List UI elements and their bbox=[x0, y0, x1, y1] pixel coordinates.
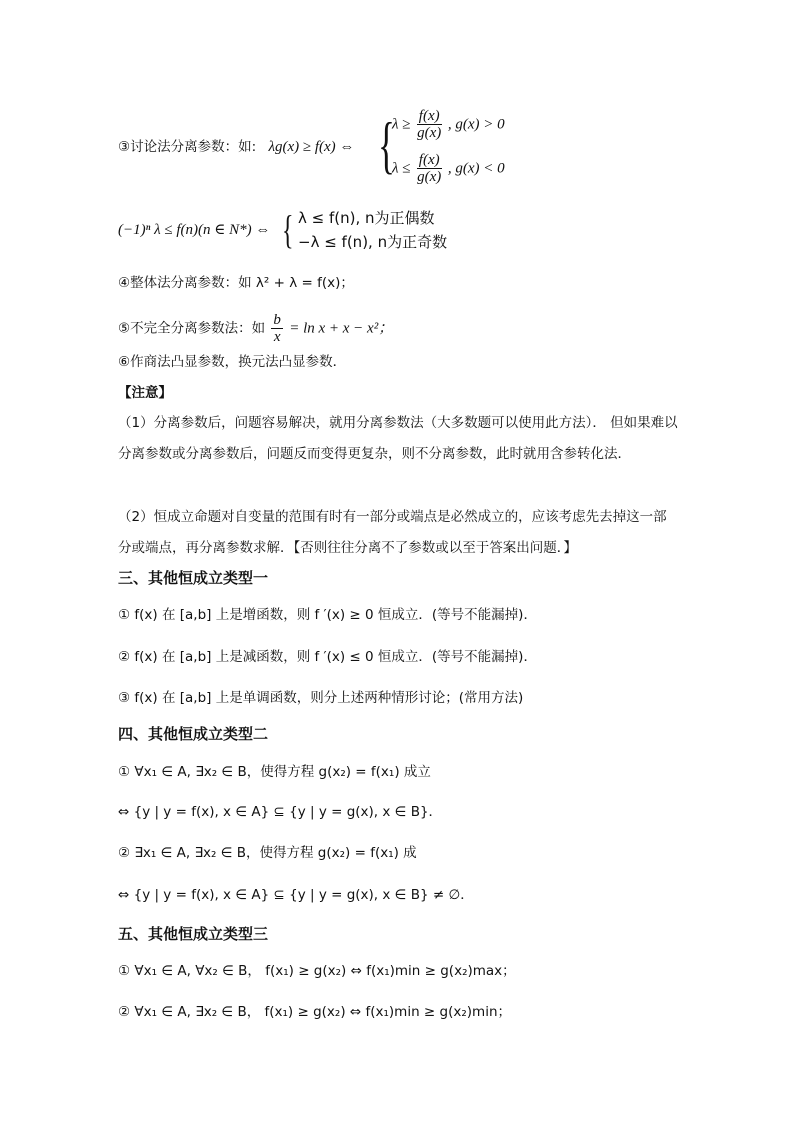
note-1: （1）分离参数后，问题容易解决，就用分离参数法（大多数题可以使用此方法）． 但如果难以分离参数或分离参数后，问题反而变得更复杂，则不分离参数，此时就用含参转化法． bbox=[118, 415, 678, 462]
item3-case2 bbox=[392, 152, 505, 185]
item3-label bbox=[118, 137, 354, 157]
sec3-line1: ① f(x) 在 [a,b] 上是增函数，则 f ′(x) ≥ 0 恒成立．(等号不能漏掉)． bbox=[118, 607, 537, 623]
item3-case1 bbox=[392, 108, 505, 141]
case1-post: , g(x) > 0 bbox=[447, 116, 505, 133]
sec4-line3: ② ∃x₁ ∈ A, ∃x₂ ∈ B，使得方程 g(x₂) = f(x₁) 成 bbox=[118, 845, 417, 861]
sec4-line1: ① ∀x₁ ∈ A, ∃x₂ ∈ B，使得方程 g(x₂) = f(x₁) 成立 bbox=[118, 764, 431, 780]
sec3-line3: ③ f(x) 在 [a,b] 上是单调函数，则分上述两种情形讨论；(常用方法) bbox=[118, 690, 524, 706]
case1-num: f(x) bbox=[418, 108, 440, 124]
sec5-line1: ① ∀x₁ ∈ A, ∀x₂ ∈ B， f(x₁) ≥ g(x₂) ⇔ f(x₁)min ≥ g(x₂)max； bbox=[118, 963, 516, 979]
parity-case2: −λ ≤ f(n), n为正奇数 bbox=[298, 233, 448, 251]
sec4-title: 四、其他恒成立类型二 bbox=[118, 725, 269, 743]
case2-num: f(x) bbox=[418, 152, 440, 168]
sec5-title: 五、其他恒成立类型三 bbox=[118, 925, 269, 943]
item5 bbox=[118, 312, 393, 345]
case1-den: g(x) bbox=[417, 125, 442, 141]
sec5-line2: ② ∀x₁ ∈ A, ∃x₂ ∈ B， f(x₁) ≥ g(x₂) ⇔ f(x₁)min ≥ g(x₂)min； bbox=[118, 1004, 511, 1020]
sec3-line2: ② f(x) 在 [a,b] 上是减函数，则 f ′(x) ≤ 0 恒成立．(等号不能漏掉)． bbox=[118, 649, 537, 665]
sec4-line2: ⇔ {y | y = f(x), x ∈ A} ⊆ {y | y = g(x), x ∈ B}． bbox=[118, 804, 443, 820]
parity-case1: λ ≤ f(n), n为正偶数 bbox=[298, 209, 435, 227]
item5-fraction bbox=[271, 312, 283, 345]
sec4-line4: ⇔ {y | y = f(x), x ∈ A} ⊆ {y | y = g(x), x ∈ B} ≠ ∅． bbox=[118, 887, 474, 903]
case2-den: g(x) bbox=[417, 169, 442, 185]
item5-pre: ⑤不完全分离参数法：如 bbox=[118, 320, 266, 337]
item5-num: b bbox=[273, 312, 281, 328]
case1-pre: λ ≥ bbox=[392, 116, 411, 133]
note-title: 【注意】 bbox=[118, 385, 172, 401]
sec3-title: 三、其他恒成立类型一 bbox=[118, 569, 269, 587]
item3-text: ③讨论法分离参数：如: bbox=[118, 139, 257, 155]
case2-fraction bbox=[417, 152, 442, 185]
item6: ⑥作商法凸显参数，换元法凸显参数． bbox=[118, 354, 347, 370]
note-2: （2）恒成立命题对自变量的范围有时有一部分或端点是必然成立的，应该考虑先去掉这一部分或端点，再分离参数求解．【否则往往分离不了参数或以至于答案出问题．】 bbox=[118, 509, 667, 556]
item5-den: x bbox=[273, 329, 281, 345]
item5-post: = ln x + x − x²； bbox=[289, 320, 394, 337]
left-brace-icon-2: { bbox=[282, 207, 294, 252]
case2-post: , g(x) < 0 bbox=[447, 160, 505, 177]
item3-lhs: λg(x) ≥ f(x) ⇔ bbox=[268, 139, 355, 155]
case1-fraction bbox=[417, 108, 442, 141]
item4: ④整体法分离参数：如 λ² + λ = f(x)； bbox=[118, 275, 354, 291]
case2-pre: λ ≤ bbox=[392, 160, 411, 177]
left-brace-icon: { bbox=[378, 109, 395, 180]
parity-lhs: (−1)ⁿ λ ≤ f(n)(n ∈ N*) ⇔ bbox=[118, 222, 271, 238]
